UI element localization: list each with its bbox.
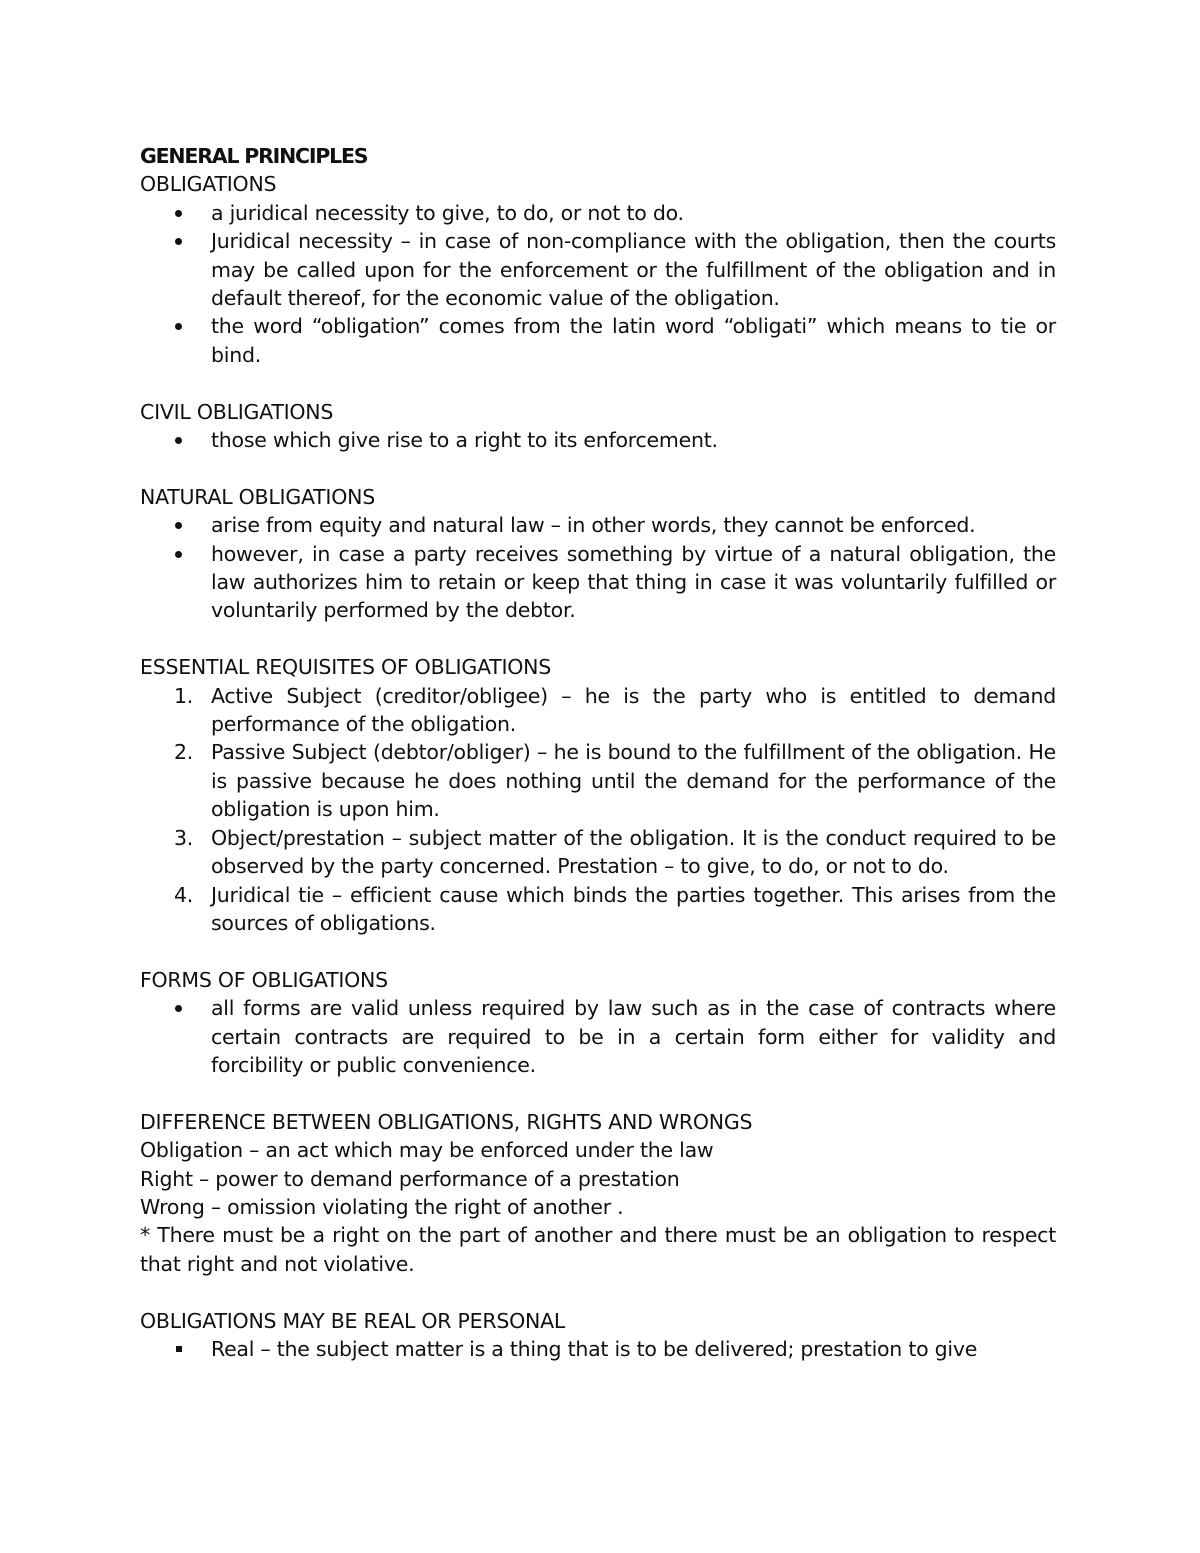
list-item: those which give rise to a right to its enforcement.: [140, 426, 1056, 454]
list-item: the word “obligation” comes from the latin word “obligati” which means to tie or bind.: [140, 312, 1056, 369]
list-item: [140, 738, 1056, 823]
definition-line: Right – power to demand performance of a prestation: [140, 1166, 680, 1191]
note-line: * There must be a right on the part of another and there must be an obligation to respect that right and not violative.: [140, 1223, 1056, 1276]
bullet-list: [140, 511, 1056, 625]
list-item: Juridical necessity – in case of non-compliance with the obligation, then the courts may be called upon for the enforcement or the fulfillment of the obligation and in default thereof, for the economic value of the obligation.: [140, 227, 1056, 312]
list-item: a juridical necessity to give, to do, or not to do.: [140, 199, 1056, 227]
bullet-list: [140, 994, 1056, 1079]
list-item: [140, 881, 1056, 938]
list-item-text: Juridical tie – efficient cause which binds the parties together. This arises from the sources of obligations.: [211, 882, 1056, 935]
numbered-list: [140, 682, 1056, 938]
list-number: 4.: [174, 882, 194, 907]
section-essential-requisites: [140, 653, 1056, 937]
square-bullet-list: [140, 1335, 1056, 1363]
section-obligations: [140, 170, 1056, 369]
section-heading: CIVIL OBLIGATIONS: [140, 399, 334, 424]
list-item: all forms are valid unless required by law such as in the case of contracts where certain contracts are required to be in a certain form either for validity and forcibility or public convenience.: [140, 994, 1056, 1079]
list-number: 3.: [174, 825, 194, 850]
list-item-text: Object/prestation – subject matter of the obligation. It is the conduct required to be observed by the party concerned. Prestation – to give, to do, or not to do.: [211, 825, 1056, 879]
section-real-or-personal: [140, 1307, 1056, 1364]
section-forms-of-obligations: [140, 966, 1056, 1080]
section-heading: FORMS OF OBLIGATIONS: [140, 967, 388, 992]
bullet-list: [140, 426, 1056, 454]
list-number: 2.: [174, 740, 194, 765]
definition-line: Obligation – an act which may be enforced under the law: [140, 1138, 714, 1163]
definition-line: Wrong – omission violating the right of another .: [140, 1194, 624, 1219]
list-item-text: Passive Subject (debtor/obliger) – he is bound to the fulfillment of the obligation. He is passive because he does nothing until the demand for the performance of the obligation is upon him.: [211, 740, 1056, 822]
section-heading: NATURAL OBLIGATIONS: [140, 484, 375, 509]
list-item-text: Active Subject (creditor/obligee) – he is the party who is entitled to demand performance of the obligation.: [211, 683, 1056, 737]
section-heading: OBLIGATIONS: [140, 172, 277, 197]
list-item: [140, 682, 1056, 739]
list-item: [140, 824, 1056, 881]
list-number: 1.: [174, 683, 194, 708]
section-natural-obligations: [140, 483, 1056, 625]
section-difference: [140, 1108, 1056, 1278]
document-title: GENERAL PRINCIPLES: [140, 144, 368, 168]
bullet-list: [140, 199, 1056, 369]
section-heading: ESSENTIAL REQUISITES OF OBLIGATIONS: [140, 655, 551, 680]
section-heading: DIFFERENCE BETWEEN OBLIGATIONS, RIGHTS AND WRONGS: [140, 1109, 753, 1134]
section-civil-obligations: [140, 398, 1056, 455]
section-heading: OBLIGATIONS MAY BE REAL OR PERSONAL: [140, 1308, 566, 1333]
list-item: Real – the subject matter is a thing that is to be delivered; prestation to give: [140, 1335, 1056, 1363]
list-item: however, in case a party receives something by virtue of a natural obligation, the law authorizes him to retain or keep that thing in case it was voluntarily fulfilled or voluntarily performed by the debtor.: [140, 540, 1056, 625]
list-item: arise from equity and natural law – in other words, they cannot be enforced.: [140, 511, 1056, 539]
document-page: [140, 142, 1056, 1392]
